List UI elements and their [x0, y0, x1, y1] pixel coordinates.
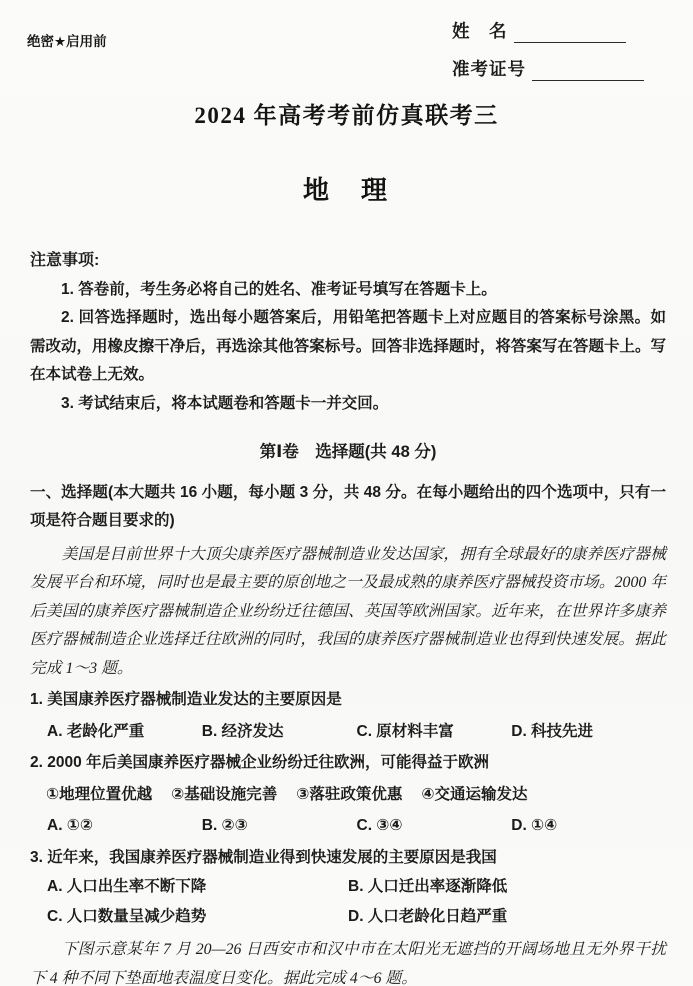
- reading-passage-1: 美国是目前世界十大顶尖康养医疗器械制造业发达国家，拥有全球最好的康养医疗器械发展平台和环境，同时也是最主要的原创地之一及最成熟的康养医疗器械投资市场。2000 年后美国的康养医疗器械制造企业纷纷迁往德国、英国等欧洲国家。近年来，在世界许多康养医疗器械制造企业选择迁往欧洲的同时，我国的康养医疗器械制造业也得到快速发展。据此完成 1～3 题。: [30, 545, 666, 677]
- choice-section-instruction: 一、选择题(本大题共 16 小题，每小题 3 分，共 48 分。在每小题给出的四个选项中，只有一项是符合题目要求的): [30, 483, 666, 529]
- question-1-options: [30, 718, 666, 747]
- question-2-statement-4: ④交通运输发达: [421, 785, 528, 803]
- secret-label: 绝密★启用前: [27, 34, 107, 49]
- part-1-title: 第Ⅰ卷 选择题(共 48 分): [259, 443, 437, 461]
- question-1-option-b: B. 经济发达: [201, 722, 284, 740]
- ticket-field-row: [452, 51, 644, 81]
- question-2-options: [30, 812, 666, 841]
- ticket-underline: [532, 57, 644, 81]
- candidate-fields: [452, 13, 644, 81]
- question-3-option-b: B. 人口迁出率逐渐降低: [348, 878, 508, 895]
- reading-passage-2: 下图示意某年 7 月 20—26 日西安市和汉中市在太阳光无遮挡的开阔场地且无外界干扰下 4 种不同下垫面地表温度日变化。据此完成 4～6 题。: [30, 941, 666, 986]
- question-3-option-c: C. 人口数量呈减少趋势: [47, 907, 207, 925]
- notice-heading: 注意事项:: [30, 252, 100, 269]
- notice-item-3: 3. 考试结束后，将本试题卷和答题卡一并交回。: [61, 394, 389, 412]
- question-3: [30, 844, 666, 932]
- question-3-options-row-2: [30, 903, 666, 932]
- question-2-stem: 2. 2000 年后美国康养医疗器械企业纷纷迁往欧洲，可能得益于欧洲: [30, 754, 490, 771]
- question-2-option-a: A. ①②: [47, 817, 94, 834]
- question-2-statement-2: ②基础设施完善: [171, 785, 278, 803]
- question-2-statements: [30, 781, 666, 810]
- question-2-option-d: D. ①④: [511, 817, 558, 834]
- notice-item-2: 2. 回答选择题时，选出每小题答案后，用铅笔把答题卡上对应题目的答案标号涂黑。如需改动，用橡皮擦干净后，再选涂其他答案标号。回答非选择题时，将答案写在答题卡上。写在本试卷上无效。: [30, 309, 666, 383]
- question-1: [30, 686, 666, 746]
- notice-section: [30, 247, 666, 418]
- question-3-options-row-1: [30, 873, 666, 902]
- question-3-option-d: D. 人口老龄化日趋严重: [348, 907, 508, 925]
- question-2-option-b: B. ②③: [201, 817, 248, 834]
- question-1-stem: 1. 美国康养医疗器械制造业发达的主要原因是: [30, 691, 342, 708]
- question-3-option-a: A. 人口出生率不断下降: [47, 878, 207, 895]
- notice-item-1: 1. 答卷前，考生务必将自己的姓名、准考证号填写在答题卡上。: [61, 280, 497, 298]
- name-field-row: [452, 13, 644, 43]
- question-2-option-c: C. ③④: [356, 817, 403, 834]
- question-2-statement-1: ①地理位置优越: [46, 785, 153, 803]
- name-underline: [514, 19, 626, 43]
- question-3-stem: 3. 近年来，我国康养医疗器械制造业得到快速发展的主要原因是我国: [30, 848, 497, 866]
- paper-body: [30, 247, 666, 986]
- question-1-option-a: A. 老龄化严重: [47, 722, 145, 740]
- question-2-statement-3: ③落驻政策优惠: [296, 785, 403, 803]
- name-label: 姓 名: [452, 21, 508, 41]
- ticket-label: 准考证号: [452, 59, 526, 79]
- question-1-option-c: C. 原材料丰富: [356, 722, 454, 740]
- question-2: [30, 749, 666, 841]
- question-1-option-d: D. 科技先进: [511, 722, 594, 740]
- exam-title: 2024 年高考考前仿真联考三: [194, 103, 499, 128]
- subject-title: 地 理: [302, 176, 390, 205]
